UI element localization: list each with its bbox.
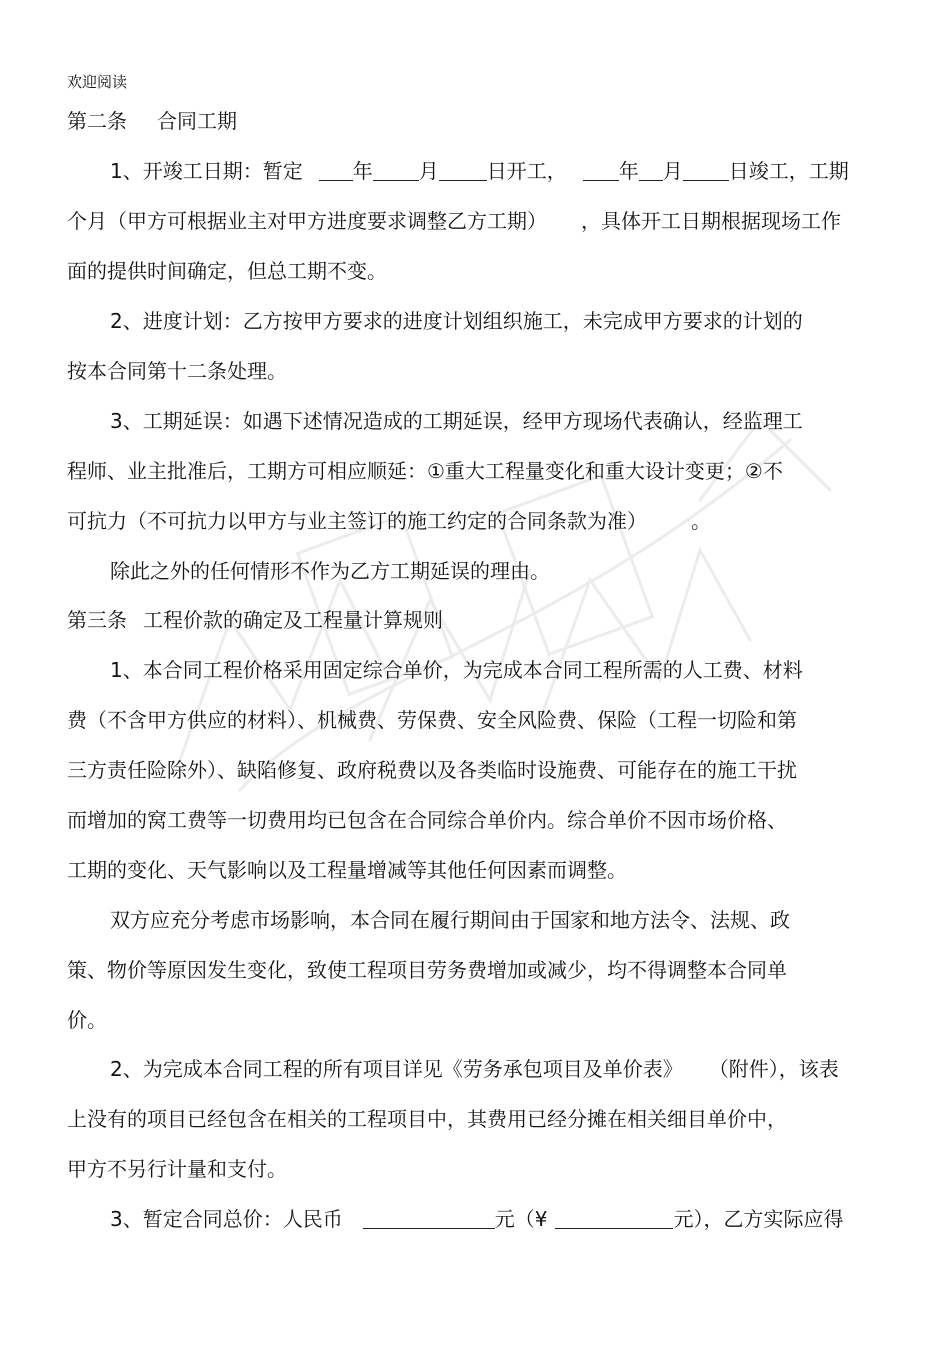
article-2-item-1-line-1 — [110, 159, 950, 183]
article-3-item-3-line-1 — [110, 1207, 950, 1231]
text-span: 3、暂定合同总价：人民币 — [110, 1207, 343, 1231]
text-span: 日开工， — [486, 159, 567, 183]
text-span: 1、开竣工日期：暂定 — [110, 159, 303, 183]
text-span: 日竣工，工期 — [728, 159, 849, 183]
text-span: 月 — [418, 159, 439, 183]
text-span: 月 — [662, 159, 683, 183]
article-3-title: 第三条 — [67, 608, 127, 632]
article-3-item-1-line-4: 而增加的窝工费等一切费用均已包含在合同综合单价内。综合单价不因市场价格、 — [67, 808, 787, 832]
text-span: 元（¥ — [494, 1207, 548, 1231]
text-span: ，具体开工日期根据现场工作 — [581, 209, 841, 233]
year-blank — [319, 161, 353, 181]
article-2-subtitle: 合同工期 — [157, 109, 237, 133]
article-3-para-2-line-1: 双方应充分考虑市场影响，本合同在履行期间由于国家和地方法令、法规、政 — [110, 908, 790, 932]
article-2-item-3-line-3 — [67, 509, 950, 533]
article-2-heading — [67, 109, 950, 133]
article-2-title: 第二条 — [67, 109, 127, 133]
amount-yen-blank — [555, 1209, 673, 1229]
article-3-item-2-line-3: 甲方不另行计量和支付。 — [67, 1157, 287, 1181]
amount-rmb-blank — [363, 1209, 495, 1229]
article-3-item-1-line-3: 三方责任险除外）、缺陷修复、政府税费以及各类临时设施费、可能存在的施工干扰 — [67, 758, 797, 782]
article-3-item-2-line-2: 上没有的项目已经包含在相关的工程项目中，其费用已经分摊在相关细目单价中， — [67, 1107, 787, 1131]
year-blank-2 — [583, 161, 619, 181]
text-span: 2、为完成本合同工程的所有项目详见《劳务承包项目及单价表》 — [110, 1057, 683, 1081]
text-span: 元），乙方实际应得 — [673, 1207, 844, 1231]
article-2-item-3-line-1: 3、工期延误：如遇下述情况造成的工期延误，经甲方现场代表确认，经监理工 — [110, 409, 803, 433]
article-2-item-1-line-2 — [67, 209, 950, 233]
text-span: 。 — [691, 509, 711, 533]
article-3-item-1-line-2: 费（不含甲方供应的材料）、机械费、劳保费、安全风险费、保险（工程一切险和第 — [67, 708, 797, 732]
text-span: 个月（甲方可根据业主对甲方进度要求调整乙方工期） — [67, 209, 547, 233]
month-blank — [373, 161, 419, 181]
article-3-para-2-line-3: 价。 — [67, 1008, 107, 1032]
text-span: （附件），该表 — [708, 1057, 839, 1081]
article-2-item-2-line-2: 按本合同第十二条处理。 — [67, 359, 287, 383]
text-span: 年 — [352, 159, 373, 183]
article-3-heading — [67, 608, 950, 632]
article-2-item-3-line-2: 程师、业主批准后，工期方可相应顺延：①重大工程量变化和重大设计变更；②不 — [67, 459, 783, 483]
article-3-item-2-line-1 — [110, 1057, 950, 1081]
text-span: 年 — [618, 159, 639, 183]
page-header: 欢迎阅读 — [67, 73, 128, 91]
article-3-item-1-line-1: 1、本合同工程价格采用固定综合单价，为完成本合同工程所需的人工费、材料 — [110, 658, 803, 682]
article-3-para-2-line-2: 策、物价等原因发生变化，致使工程项目劳务费增加或减少，均不得调整本合同单 — [67, 958, 787, 982]
article-3-subtitle: 工程价款的确定及工程量计算规则 — [143, 608, 443, 632]
text-span: 可抗力（不可抗力以甲方与业主签订的施工约定的合同条款为准） — [67, 509, 647, 533]
watermark-graphic — [140, 380, 860, 800]
day-blank-2 — [683, 161, 729, 181]
article-2-item-1-line-3: 面的提供时间确定，但总工期不变。 — [67, 259, 387, 283]
article-2-item-2-line-1: 2、进度计划：乙方按甲方要求的进度计划组织施工，未完成甲方要求的计划的 — [110, 309, 803, 333]
article-2-item-3-line-4: 除此之外的任何情形不作为乙方工期延误的理由。 — [110, 559, 550, 583]
day-blank — [439, 161, 487, 181]
month-blank-2 — [639, 161, 663, 181]
article-3-item-1-line-5: 工期的变化、天气影响以及工程量增减等其他任何因素而调整。 — [67, 858, 627, 882]
